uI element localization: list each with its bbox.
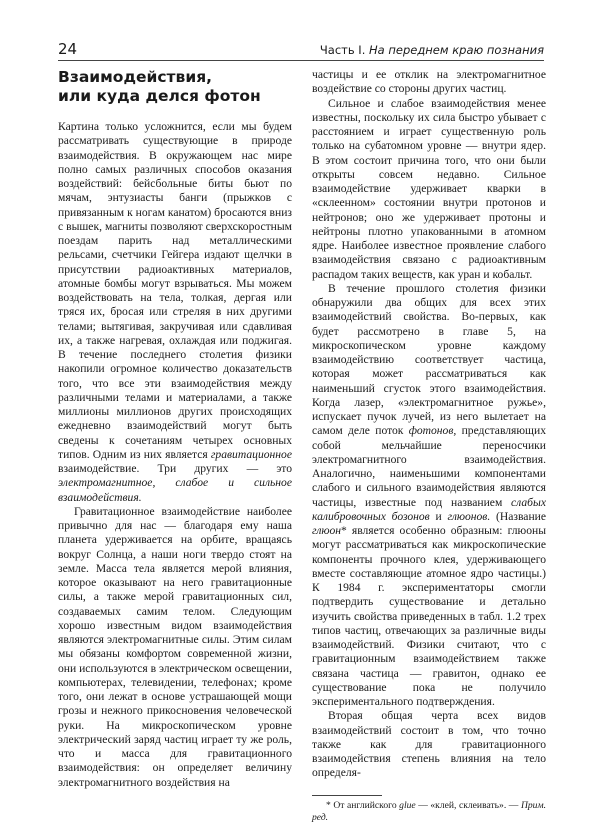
paragraph: Картина только усложнится, если мы будем рассматривать существующие в природе взаимодействия. В окружающем нас мире полно самых различных способов оказания воздействий: бейсбольные биты бьют по мячам, энтузиасты банги (прыжков с привязанным к ногам канатом) бросаются вниз с вышек, магниты позволяют сверхскоростным поездам парить над металлическими рельсами, счетчики Гейгера издают щелчки в присутствии радиоактивных материалов, атомные бомбы могут взрываться. Мы можем воздействовать на тела, толкая, дергая или тряся их, бросая или стреляя в них другими телами; вытягивая, закручивая или сдавливая их, а также нагревая, охлаждая или поджигая. В течение последнего столетия физики накопили огромное количество доказательств того, что все эти взаимодействия между различными телами и материалами, а также миллионы миллионов других происходящих ежедневно взаимодействий могут быть сведены к сочетаниям четырех основных типов. Одним из них является гравитационное взаимодействие. Три других — это электромагнитное, слабое и сильное взаимодействия. (58, 120, 292, 504)
paragraph: В течение прошлого столетия физики обнаружили два общих для всех этих взаимодействий свойства. Во-первых, как будет рассмотрено в главе 5, на микроскопическом уровне каждому взаимодействию соответствует частица, которая может рассматриваться как наименьший сгусток этого взаимодействия. Когда лазер, «электромагнитное ружье», испускает пучок лучей, из него вылетает на самом деле поток фотонов, представляющих собой мельчайшие переносчики электромагнитного взаимодействия. Аналогично, наименьшими компонентами слабого и сильного взаимодействия являются частицы, известные под названием слабых калибровочных бозонов и глюонов. (Название глюон* является особенно образным: глюоны могут рассматриваться как микроскопические компоненты прочного клея, удерживающего вместе составляющие атомное ядро частицы.) К 1984 г. экспериментаторы смогли подтвердить существование и детально изучить свойства приведенных в табл. 1.2 трех типов частиц, отвечающих за различные виды взаимодействий. Физики считают, что с гравитационным взаимодействием также связана частица — гравитон, однако ее существование пока не получило экспериментального подтверждения. (312, 281, 546, 708)
term-photons: фотонов, (408, 424, 457, 438)
paragraph: частицы и ее отклик на электромагнитное воздействие со стороны других частиц. (312, 68, 546, 96)
section-title: Взаимодействия, или куда делся фотон (58, 68, 261, 105)
term-gluons: глюонов. (447, 509, 491, 523)
running-head-part: Часть I. (319, 43, 366, 57)
term-gluon: глюон (312, 524, 341, 537)
page-number: 24 (58, 40, 78, 58)
left-column (58, 68, 292, 790)
footnote: * От английского glue — «клей, склеивать». — Прим. ред. (312, 799, 546, 823)
right-column (312, 68, 546, 824)
page-header (58, 40, 544, 61)
term-bosons: слабых калибровочных бозонов (312, 495, 546, 523)
footnote-rule (312, 795, 382, 796)
running-head-title: На переднем краю познания (369, 43, 544, 57)
paragraph: Вторая общая черта всех видов взаимодействий состоит в том, что точно также как для гравитационного взаимодействия степень влияния на тело определя- (312, 709, 546, 780)
term-forces: электромагнитное, слабое и сильное взаимодействия. (58, 476, 292, 504)
running-head (320, 42, 544, 58)
paragraph: Гравитационное взаимодействие наиболее привычно для нас — благодаря ему наша планета удерживается на орбите, вращаясь вокруг Солнца, а наши ноги твердо стоят на земле. Масса тела является мерой влияния, которое оказывают на него гравитационные силы, а также мерой гравитационных сил, создаваемых самим телом. Следующим хорошо известным видом взаимодействия являются электромагнитные силы. Этим силам мы обязаны комфортом современной жизни, они используются в электрическом освещении, компьютерах, телевидении, телефонах; кроме того, они лежат в основе устрашающей мощи грозы и нежного прикосновения человеческой руки. На микроскопическом уровне электрический заряд частиц играет ту же роль, что и масса для гравитационного взаимодействия: он определяет величину электромагнитного воздействия на (58, 504, 292, 789)
paragraph: Сильное и слабое взаимодействия менее известны, поскольку их сила быстро убывает с расстоянием и играет существенную роль только на субатомном уровне — внутри ядер. В этом состоит причина того, что они были открыты совсем недавно. Сильное взаимодействие удерживает кварки в «склеенном» состоянии внутри протонов и нейтронов; оно же удерживает протоны и нейтроны плотно упакованными в атомном ядре. Наиболее известное проявление слабого взаимодействия связано с радиоактивным распадом таких веществ, как уран и кобальт. (312, 96, 546, 281)
term-gravitational: гравитационное (210, 447, 292, 461)
